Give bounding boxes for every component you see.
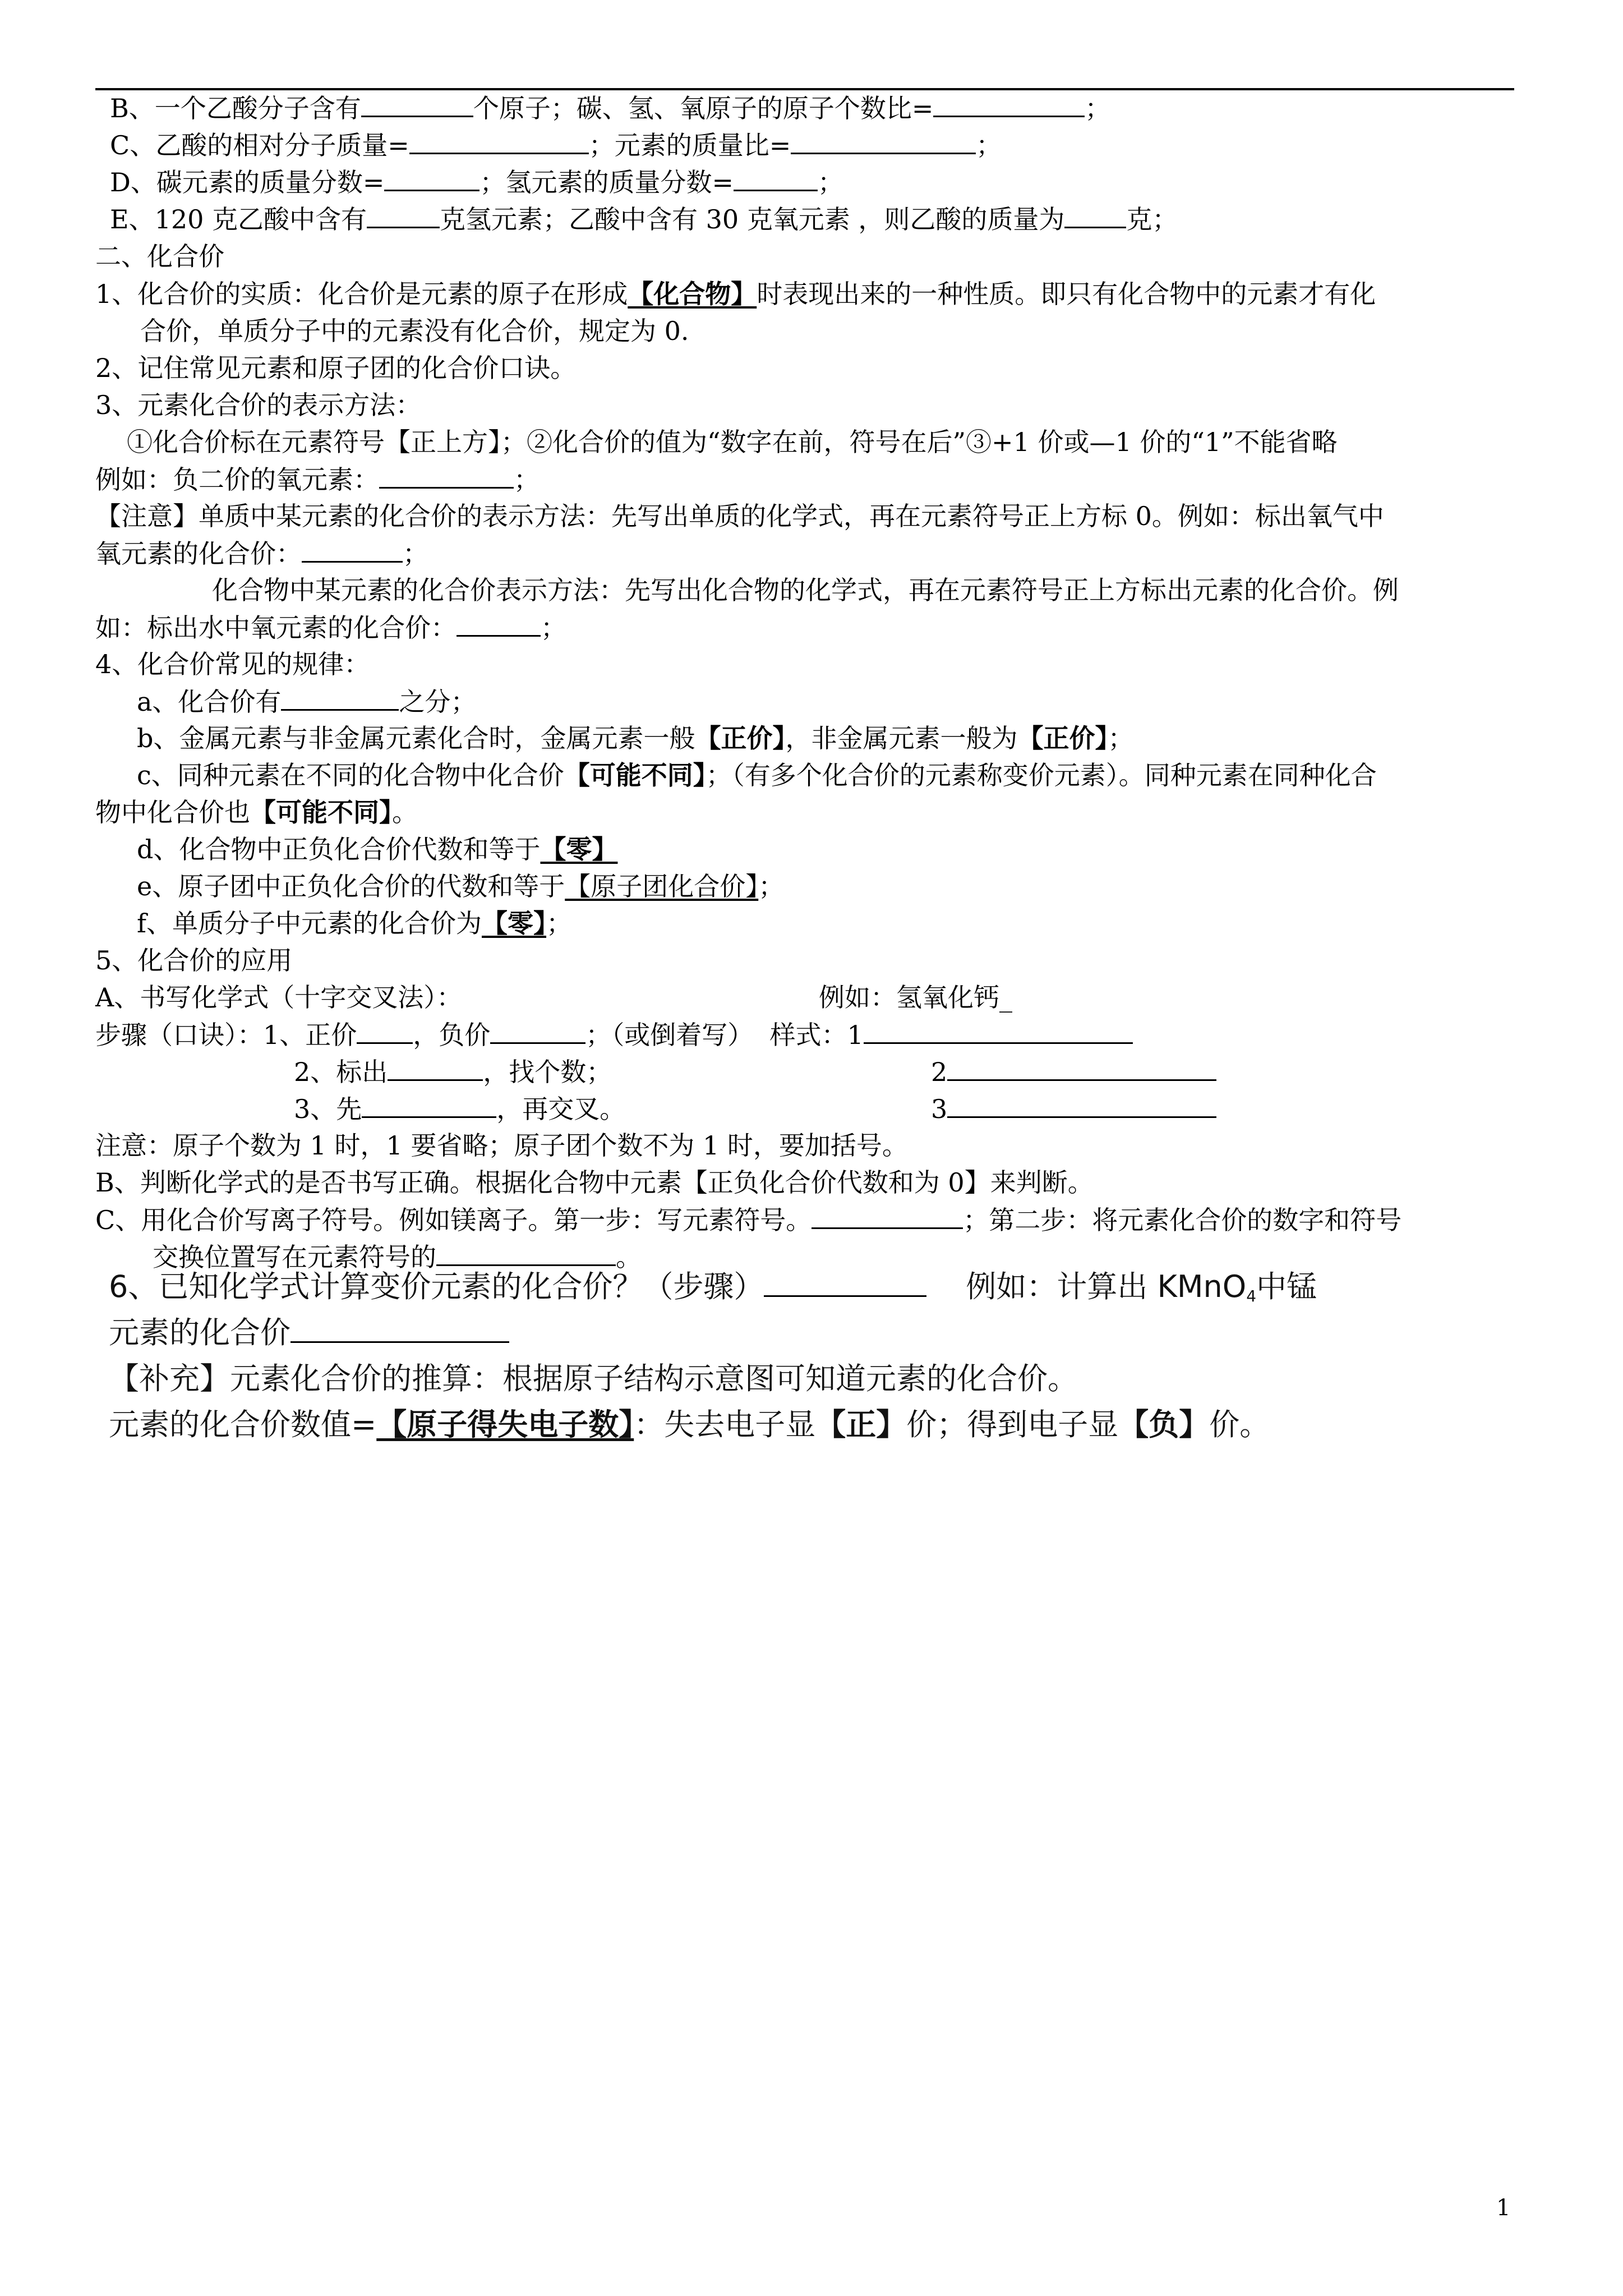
blank [361, 92, 473, 117]
rule-c2-text: 物中化合价也 [95, 797, 250, 827]
bold-term: 【零】 [482, 908, 547, 938]
blank [388, 1056, 483, 1081]
note-4-text: 如：标出水中氧元素的化合价： [95, 613, 457, 643]
para-5-c-line-2 [153, 1241, 642, 1273]
blank [947, 1093, 1216, 1118]
note-4-end: ； [541, 613, 566, 643]
rule-e [137, 871, 784, 902]
bold-term: 【负】 [1118, 1407, 1210, 1442]
para-3-note-4 [95, 611, 566, 643]
blank [933, 92, 1085, 117]
para-4-title: 4、化合价常见的规律： [95, 649, 370, 679]
subscript: 4 [1246, 1287, 1257, 1305]
blank [1064, 203, 1126, 228]
step-1 [95, 1019, 1133, 1051]
rule-f-text: f、单质分子中元素的化合价为 [137, 908, 482, 938]
para-3-example [95, 463, 540, 495]
blank [357, 1019, 413, 1044]
section-heading: 二、化合价 [95, 241, 224, 272]
para-1-text: 1、化合价的实质：化合价是元素的原子在形成 [95, 279, 628, 309]
item-b-text: B、一个乙酸分子含有 [110, 93, 361, 123]
step-1-text-2: ，负价 [413, 1020, 491, 1050]
step-2-text-2: ，找个数； [483, 1057, 612, 1087]
item-b [110, 92, 1110, 124]
step-1-text: 步骤（口诀）：1、正价 [95, 1020, 357, 1050]
bold-term: 【零】 [540, 834, 618, 864]
item-e-text-2: 克氢元素；乙酸中含有 30 克氧元素 ，则乙酸的质量为 [440, 204, 1065, 234]
para-5-note: 注意：原子个数为 1 时，1 要省略；原子团个数不为 1 时，要加括号。 [95, 1130, 908, 1161]
bold-term: 【原子得失电子数】 [376, 1407, 634, 1442]
supplement: 【补充】元素化合价的推算：根据原子结构示意图可知道元素的化合价。 [109, 1361, 1078, 1396]
para-1 [95, 278, 1376, 310]
page-number: 1 [1496, 2195, 1511, 2221]
rule-f-end: ； [546, 908, 573, 938]
bold-term: 【正价】 [695, 723, 786, 753]
step-3-text: 3、先 [294, 1094, 362, 1124]
blank [947, 1056, 1216, 1081]
blank [734, 166, 818, 191]
item-d [110, 166, 843, 198]
para-5-c-text: C、用化合价写离子符号。例如镁离子。第一步：写元素符号。 [95, 1205, 812, 1235]
para-2: 2、记住常见元素和原子团的化合价口诀。 [95, 353, 577, 383]
step-2 [294, 1056, 612, 1088]
sample-number: 3 [931, 1094, 948, 1124]
step-1-text-3: ；（或倒着写） 样式：1 [585, 1020, 864, 1050]
step-3-text-2: ，再交叉。 [496, 1094, 626, 1124]
blank [764, 1272, 926, 1297]
blank [436, 1241, 616, 1266]
blank [291, 1318, 509, 1343]
item-c-end: ； [976, 130, 1002, 160]
rule-d [137, 834, 617, 865]
item-b-text-2: 个原子；碳、氢、氧原子的原子个数比= [473, 93, 934, 123]
supp-text-3: 价；得到电子显 [906, 1407, 1119, 1442]
blank [302, 537, 403, 563]
rule-c-text: c、同种元素在不同的化合物中化合价 [137, 760, 564, 790]
blank [811, 1204, 963, 1229]
para-6-text-2: 例如：计算出 KMnO [966, 1269, 1247, 1304]
note-text: 氧元素的化合价： [95, 539, 302, 569]
step-2-text: 2、标出 [294, 1057, 388, 1087]
para-5-c2-end: 。 [616, 1242, 642, 1272]
rule-b-text-2: ，非金属元素一般为 [785, 723, 1018, 753]
blank [379, 463, 514, 489]
para-3-rules: ①化合价标在元素符号【正上方】；②化合价的值为“数字在前，符号在后”③+1 价或—1 价的“1”不能省略 [127, 427, 1338, 457]
rule-c [137, 760, 1377, 791]
bold-term: 【可能不同】 [250, 797, 392, 827]
item-c [110, 129, 1002, 161]
bold-term: 【正价】 [1017, 723, 1108, 753]
rule-c-line-2 [95, 797, 418, 828]
item-d-text-2: ；氢元素的质量分数= [479, 167, 734, 197]
bold-term: 【化合物】 [628, 279, 757, 309]
para-1-line-2: 合价，单质分子中的元素没有化合价，规定为 0. [140, 316, 689, 346]
item-e-end: 克； [1126, 204, 1178, 234]
rule-f [137, 908, 572, 939]
example-text: 例如：负二价的氧元素： [95, 464, 379, 495]
para-5-b: B、判断化学式的是否书写正确。根据化合物中元素【正负化合价代数和为 0】来判断。 [95, 1167, 1094, 1198]
para-5-c [95, 1204, 1401, 1236]
para-5-c2-text: 交换位置写在元素符号的 [153, 1242, 436, 1272]
item-c-text-2: ；元素的质量比= [588, 130, 791, 160]
blank [457, 611, 541, 637]
step-2-sample [931, 1056, 1216, 1088]
para-5-c-text-2: ；第二步：将元素化合价的数字和符号 [963, 1205, 1402, 1235]
blank [791, 129, 976, 154]
bold-term: 【可能不同】 [564, 760, 706, 790]
rule-e-end: ； [758, 871, 785, 901]
step-3 [294, 1093, 625, 1125]
rule-c2-end: 。 [392, 797, 418, 827]
rule-b [137, 723, 1133, 754]
item-e [110, 203, 1178, 235]
rule-b-text: b、金属元素与非金属元素化合时，金属元素一般 [137, 723, 695, 753]
rule-b-end: ； [1108, 723, 1134, 753]
step-3-sample [931, 1093, 1216, 1125]
para-6-end: 中锰 [1256, 1269, 1317, 1304]
header-rule [95, 88, 1514, 90]
rule-a-end: 之分； [399, 687, 477, 717]
item-e-text: E、120 克乙酸中含有 [110, 204, 367, 234]
item-b-end: ； [1085, 93, 1111, 123]
para-3-note-3: 化合物中某元素的化合价表示方法：先写出化合物的化学式，再在元素符号正上方标出元素的化合价。例 [212, 575, 1399, 605]
rule-d-text: d、化合物中正负化合价代数和等于 [137, 834, 541, 864]
para-5-example: 例如：氢氧化钙_ [819, 982, 1012, 1013]
item-d-end: ； [817, 167, 843, 197]
para-5-title: 5、化合价的应用 [95, 945, 293, 976]
para-3-title: 3、元素化合价的表示方法： [95, 390, 422, 420]
para-6-line-2-text: 元素的化合价 [109, 1315, 291, 1350]
rule-e-text: e、原子团中正负化合价的代数和等于 [137, 871, 565, 901]
rule-a [137, 685, 476, 717]
note-end: ； [403, 539, 428, 569]
underlined-term: 【原子团化合价】 [565, 871, 759, 901]
para-5-a: A、书写化学式（十字交叉法）： [95, 982, 463, 1013]
para-3-note: 【注意】单质中某元素的化合价的表示方法：先写出单质的化学式，再在元素符号正上方标 0。例如：标出氧气中 [95, 501, 1384, 531]
supplement-rule [109, 1407, 1270, 1443]
blank [490, 1019, 585, 1044]
item-d-text: D、碳元素的质量分数= [110, 167, 385, 197]
example-end: ； [514, 464, 540, 495]
blank [864, 1019, 1133, 1044]
blank [367, 203, 440, 228]
item-c-text: C、乙酸的相对分子质量= [110, 130, 409, 160]
supp-text-2: ：失去电子显 [634, 1407, 816, 1442]
para-6 [109, 1269, 1317, 1305]
rule-c-text-2: ；（有多个化合价的元素称变价元素）。同种元素在同种化合 [706, 760, 1377, 790]
blank [384, 166, 479, 191]
blank [362, 1093, 496, 1118]
supp-end: 价。 [1209, 1407, 1270, 1442]
blank [281, 685, 399, 711]
supp-text: 元素的化合价数值= [109, 1407, 377, 1442]
sample-number: 2 [931, 1057, 948, 1087]
para-6-text: 6、已知化学式计算变价元素的化合价？（步骤） [109, 1269, 764, 1304]
bold-term: 【正】 [815, 1407, 907, 1442]
para-1-text-2: 时表现出来的一种性质。即只有化合物中的元素才有化 [757, 279, 1376, 309]
rule-a-text: a、化合价有 [137, 687, 282, 717]
para-3-note-2 [95, 537, 428, 569]
para-6-line-2 [109, 1315, 509, 1351]
blank [409, 129, 589, 154]
